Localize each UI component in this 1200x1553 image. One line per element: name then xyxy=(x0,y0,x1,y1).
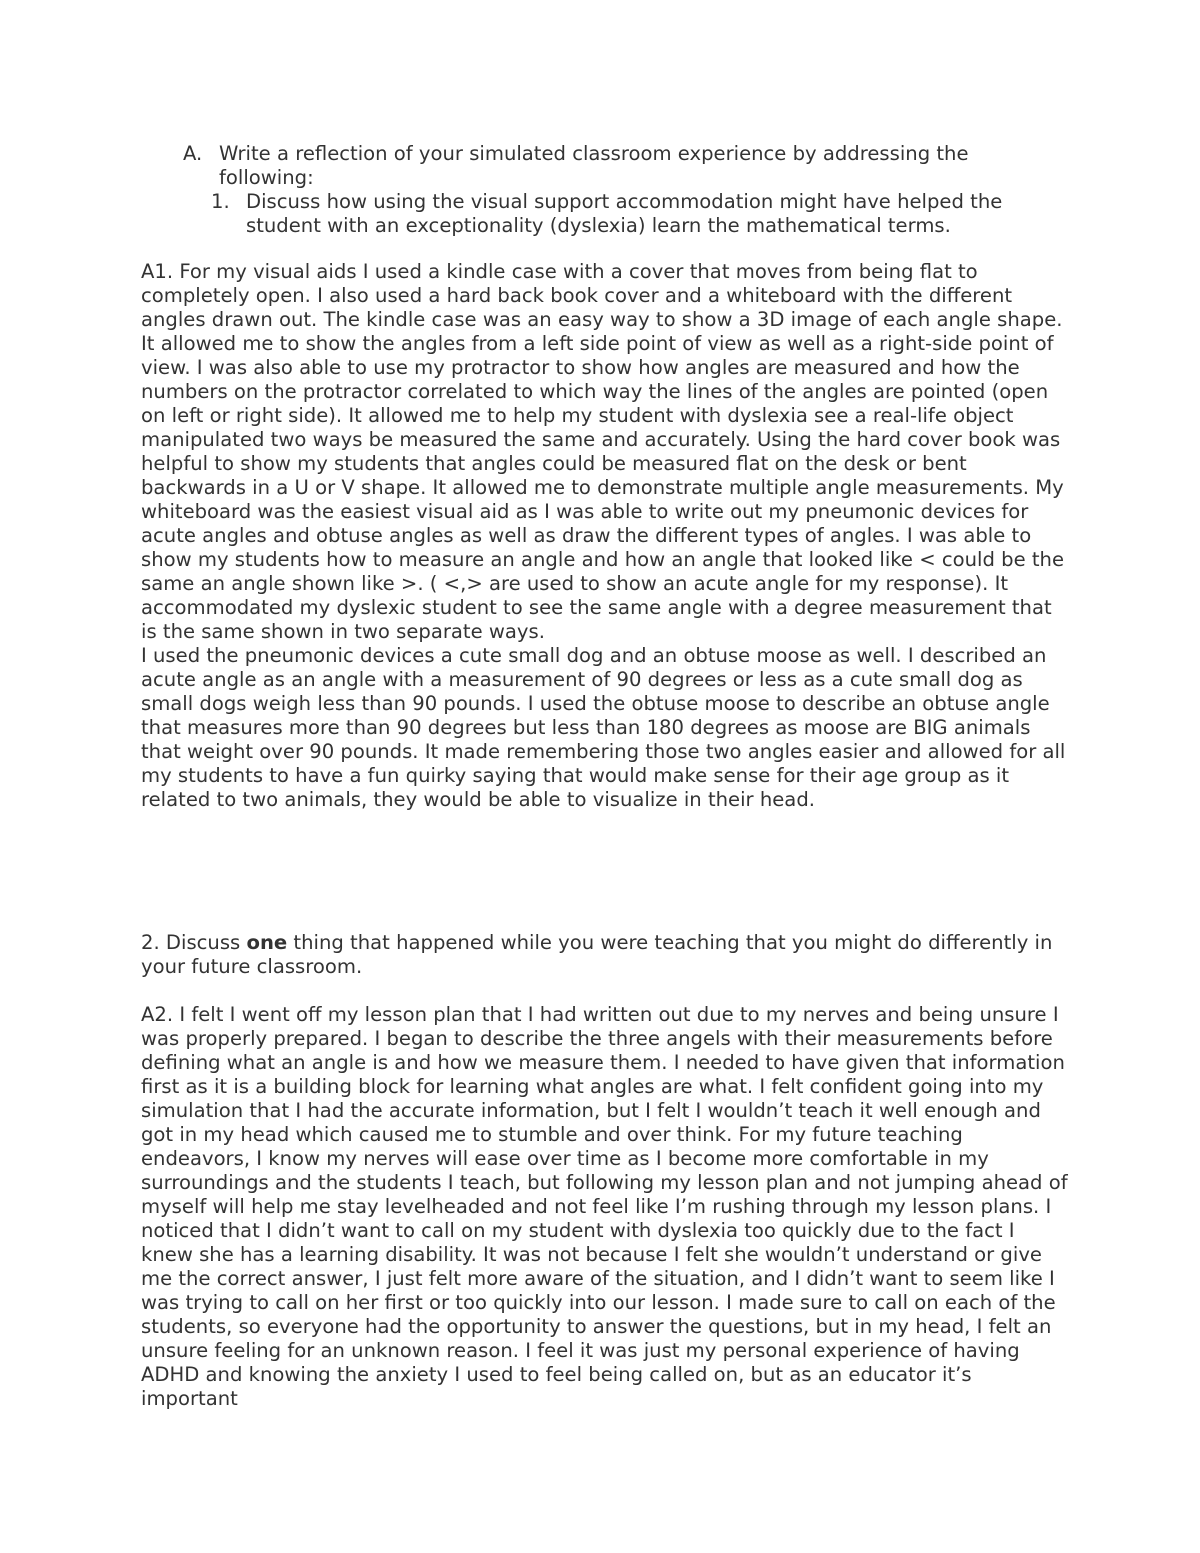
prompt-2 xyxy=(141,931,1071,979)
answer-a1-paragraph-2: I used the pneumonic devices a cute small dog and an obtuse moose as well. I described an acute angle as an angle with a measurement of 90 degrees or less as a cute small dog as small dogs weigh less than 90 pounds. I used the obtuse moose to describe an obtuse angle that measures more than 90 degrees but less than 180 degrees as moose are BIG animals that weight over 90 pounds. It made remembering those two angles easier and allowed for all my students to have a fun quirky saying that would make sense for their age group as it related to two animals, they would be able to visualize in their head. xyxy=(141,644,1066,811)
prompt-item-a xyxy=(183,142,1063,190)
prompt-item-a-text: Write a reflection of your simulated classroom experience by addressing the following: xyxy=(219,142,969,189)
prompt-item-1 xyxy=(211,190,1063,238)
prompt-item-a-marker: A. xyxy=(183,142,203,165)
prompt-2-prefix: 2. Discuss xyxy=(141,931,247,954)
assignment-prompt-list xyxy=(183,142,1063,238)
prompt-2-suffix: thing that happened while you were teaching that you might do differently in your future classroom. xyxy=(141,931,1053,978)
answer-a1 xyxy=(141,260,1071,812)
prompt-item-1-text: Discuss how using the visual support accommodation might have helped the student with an exceptionality (dyslexia) learn the mathematical terms. xyxy=(246,190,1003,237)
answer-a2 xyxy=(141,1003,1071,1411)
prompt-item-1-marker: 1. xyxy=(211,190,230,213)
prompt-2-emphasis: one xyxy=(246,931,288,954)
answer-a2-paragraph-1: A2. I felt I went off my lesson plan that I had written out due to my nerves and being unsure I was properly prepared. I began to describe the three angels with their measurements before defining what an angle is and how we measure them. I needed to have given that information first as it is a building block for learning what angles are what. I felt confident going into my simulation that I had the accurate information, but I felt I wouldn’t teach it well enough and got in my head which caused me to stumble and over think. For my future teaching endeavors, I know my nerves will ease over time as I become more comfortable in my surroundings and the students I teach, but following my lesson plan and not jumping ahead of myself will help me stay levelheaded and not feel like I’m rushing through my lesson plans. I noticed that I didn’t want to call on my student with dyslexia too quickly due to the fact I knew she has a learning disability. It was not because I felt she wouldn’t understand or give me the correct answer, I just felt more aware of the situation, and I didn’t want to seem like I was trying to call on her first or too quickly into our lesson. I made sure to call on each of the students, so everyone had the opportunity to answer the questions, but in my head, I felt an unsure feeling for an unknown reason. I feel it was just my personal experience of having ADHD and knowing the anxiety I used to feel being called on, but as an educator it’s important xyxy=(141,1003,1068,1410)
answer-a1-paragraph-1: A1. For my visual aids I used a kindle case with a cover that moves from being flat to completely open. I also used a hard back book cover and a whiteboard with the different angles drawn out. The kindle case was an easy way to show a 3D image of each angle shape. It allowed me to show the angles from a left side point of view as well as a right-side point of view. I was also able to use my protractor to show how angles are measured and how the numbers on the protractor correlated to which way the lines of the angles are pointed (open on left or right side). It allowed me to help my student with dyslexia see a real-life object manipulated two ways be measured the same and accurately. Using the hard cover book was helpful to show my students that angles could be measured flat on the desk or bent backwards in a U or V shape. It allowed me to demonstrate multiple angle measurements. My whiteboard was the easiest visual aid as I was able to write out my pneumonic devices for acute angles and obtuse angles as well as draw the different types of angles. I was able to show my students how to measure an angle and how an angle that looked like < could be the same an angle shown like >. ( <,> are used to show an acute angle for my response). It accommodated my dyslexic student to see the same angle with a degree measurement that is the same shown in two separate ways. xyxy=(141,260,1065,643)
